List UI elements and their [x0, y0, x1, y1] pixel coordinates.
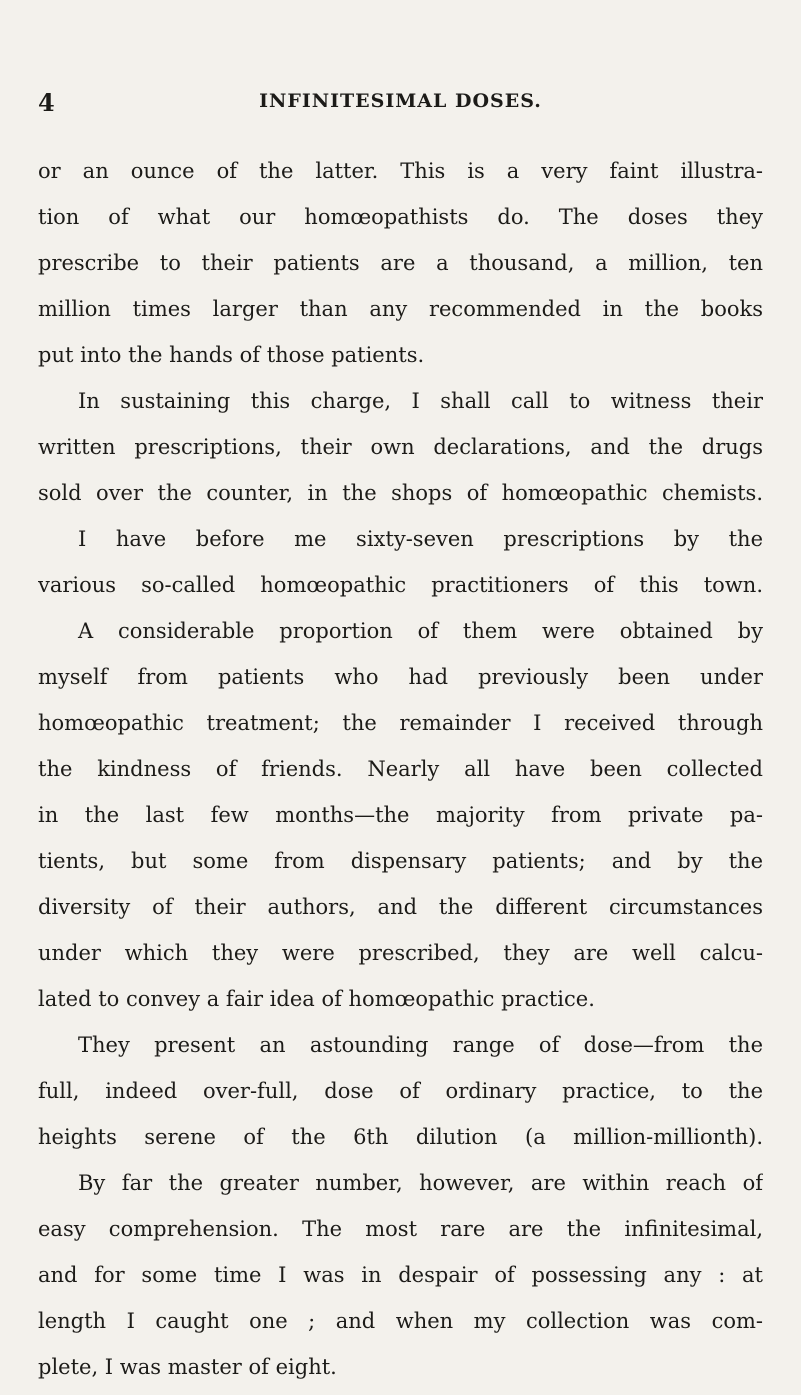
- text-line: or an ounce of the latter. This is a very faint illustra-: [38, 159, 763, 183]
- text-line: under which they were prescribed, they are well calcu-: [38, 941, 763, 965]
- body-text: [38, 148, 763, 1390]
- text-line: prescribe to their patients are a thousand, a million, ten: [38, 251, 763, 275]
- text-line: diversity of their authors, and the different circumstances: [38, 895, 763, 919]
- page-header: [38, 88, 763, 118]
- text-line: and for some time I was in despair of possessing any : at: [38, 1263, 763, 1287]
- running-title: INFINITESIMAL DOSES.: [259, 90, 542, 112]
- text-line: tients, but some from dispensary patients; and by the: [38, 849, 763, 873]
- text-line: put into the hands of those patients.: [38, 343, 425, 367]
- text-line: length I caught one ; and when my collection was com-: [38, 1309, 763, 1333]
- text-line: A considerable proportion of them were obtained by: [78, 619, 763, 643]
- text-line: sold over the counter, in the shops of homœopathic chemists.: [38, 481, 763, 505]
- text-line: myself from patients who had previously been under: [38, 665, 763, 689]
- text-line: full, indeed over-full, dose of ordinary practice, to the: [38, 1079, 763, 1103]
- text-line: heights serene of the 6th dilution (a million-millionth).: [38, 1125, 763, 1149]
- text-line: By far the greater number, however, are within reach of: [78, 1171, 763, 1195]
- text-line: the kindness of friends. Nearly all have been collected: [38, 757, 763, 781]
- text-line: They present an astounding range of dose—from the: [78, 1033, 763, 1057]
- text-line: lated to convey a fair idea of homœopathic practice.: [38, 987, 595, 1011]
- text-line: In sustaining this charge, I shall call to witness their: [78, 389, 763, 413]
- text-line: written prescriptions, their own declarations, and the drugs: [38, 435, 763, 459]
- text-line: homœopathic treatment; the remainder I received through: [38, 711, 763, 735]
- text-line: million times larger than any recommended in the books: [38, 297, 763, 321]
- page-number: 4: [38, 88, 55, 117]
- text-line: I have before me sixty-seven prescriptions by the: [78, 527, 763, 551]
- text-line: various so-called homœopathic practitioners of this town.: [38, 573, 763, 597]
- text-line: in the last few months—the majority from private pa-: [38, 803, 763, 827]
- text-line: plete, I was master of eight.: [38, 1355, 337, 1379]
- text-line: tion of what our homœopathists do. The doses they: [38, 205, 763, 229]
- text-line: easy comprehension. The most rare are the infinitesimal,: [38, 1217, 763, 1241]
